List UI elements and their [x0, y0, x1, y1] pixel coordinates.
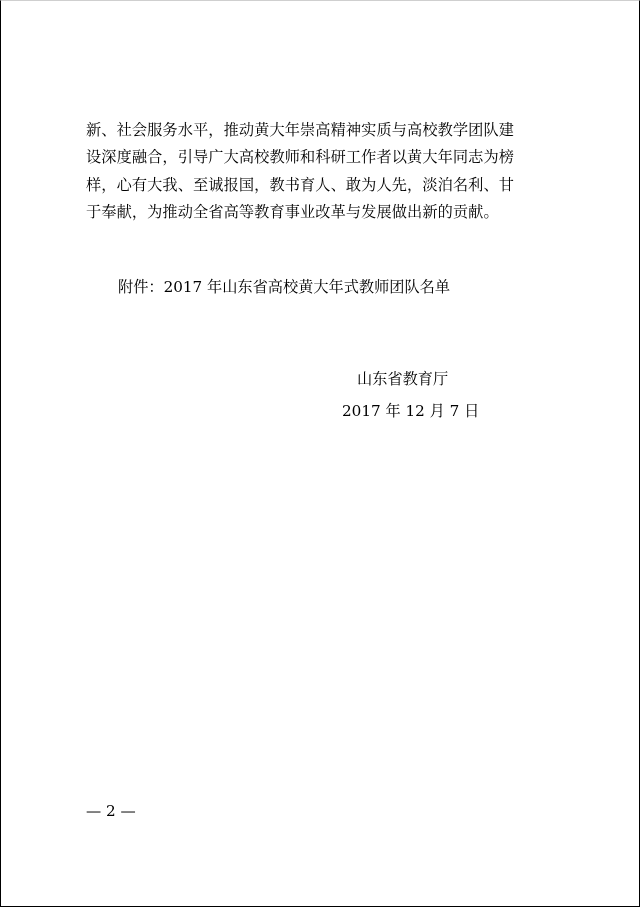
- body-paragraph: [86, 117, 566, 226]
- body-line: 设深度融合，引导广大高校教师和科研工作者以黄大年同志为榜: [86, 148, 515, 167]
- attachment-line: 附件：2017 年山东省高校黄大年式教师团队名单: [118, 278, 451, 296]
- issue-date: 2017 年 12 月 7 日: [342, 402, 480, 420]
- body-line: 新、社会服务水平，推动黄大年崇高精神实质与高校教学团队建: [86, 121, 515, 139]
- body-line: 于奉献，为推动全省高等教育事业改革与发展做出新的贡献。: [86, 202, 499, 221]
- page-number: — 2 —: [86, 802, 136, 820]
- body-line: 样，心有大我、至诚报国，教书育人、敢为人先，淡泊名利、甘: [86, 175, 515, 194]
- issuer-signature: 山东省教育厅: [357, 370, 449, 388]
